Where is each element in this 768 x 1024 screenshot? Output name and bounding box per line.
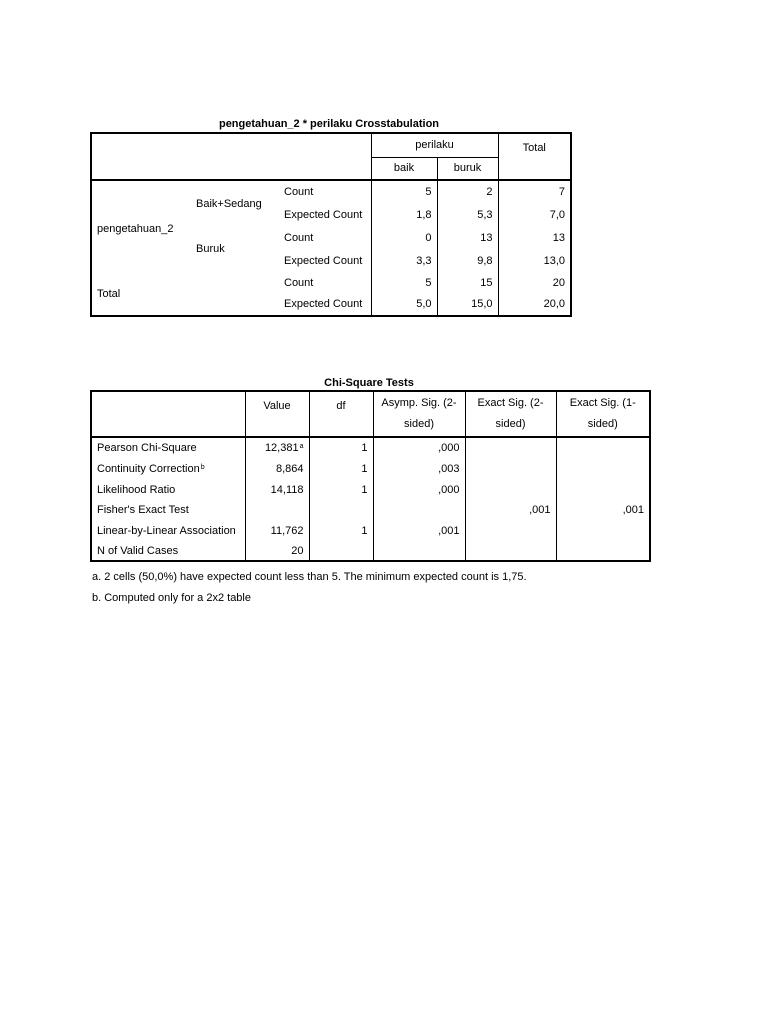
cell-value: 5 — [371, 272, 437, 293]
cell-value: 15,0 — [471, 298, 493, 310]
cell-value: 3,3 — [371, 249, 437, 272]
stat-label: Count — [279, 272, 371, 293]
test-value — [245, 437, 309, 458]
test-exact-sig-1 — [556, 541, 650, 561]
header-value: Value — [245, 391, 309, 437]
test-value: 20 — [245, 541, 309, 561]
test-exact-sig-1 — [556, 437, 650, 458]
crosstab-corner — [91, 133, 371, 180]
group-label-baik-sedang: Baik+Sedang — [196, 197, 262, 210]
row-var-label: pengetahuan_2 — [97, 222, 174, 235]
test-exact-sig-1: ,001 — [622, 504, 644, 516]
test-df: 1 — [309, 479, 373, 500]
cell-total: 13,0 — [498, 249, 571, 272]
test-value — [245, 500, 309, 520]
footnote-b: b. Computed only for a 2x2 table — [92, 592, 251, 604]
cell-total: 20 — [498, 272, 571, 293]
cell-value: 0 — [371, 226, 437, 249]
col-cat-buruk: buruk — [437, 157, 498, 180]
cell-value: 15 — [480, 276, 493, 289]
test-asymp-sig — [373, 500, 465, 520]
chisq-table — [90, 390, 651, 562]
header-df: df — [309, 391, 373, 437]
header-exact2-line2: sided) — [495, 418, 526, 430]
crosstab-table — [90, 132, 572, 317]
test-asymp-sig: ,001 — [373, 520, 465, 541]
cell-total: 20,0 — [498, 293, 571, 316]
test-label: Likelihood Ratio — [91, 479, 245, 500]
col-cat-baik: baik — [371, 157, 437, 180]
test-value: 8,864 — [245, 458, 309, 479]
stat-label: Expected Count — [279, 293, 371, 316]
test-df — [309, 541, 373, 561]
total-row-label: Total — [97, 287, 121, 300]
stat-label: Expected Count — [279, 203, 371, 226]
test-exact-sig-2 — [465, 541, 556, 561]
test-exact-sig-2 — [465, 520, 556, 541]
footnote-marker-b: b — [200, 463, 205, 471]
cell-value: 1,8 — [371, 203, 437, 226]
col-var-header: perilaku — [371, 133, 498, 157]
test-exact-sig-2 — [465, 458, 556, 479]
header-exact-sig-2 — [465, 391, 556, 437]
cell-value: 5,0 — [371, 293, 437, 316]
test-exact-sig-1 — [556, 458, 650, 479]
test-exact-sig-2 — [465, 437, 556, 458]
test-label: Linear-by-Linear Association — [91, 520, 245, 541]
test-df: 1 — [309, 520, 373, 541]
test-exact-sig-2 — [465, 479, 556, 500]
test-asymp-sig — [373, 541, 465, 561]
header-exact-sig-1 — [556, 391, 650, 437]
chisq-title: Chi-Square Tests — [324, 377, 414, 389]
cell-value: 9,8 — [477, 254, 493, 267]
group-label-buruk: Buruk — [196, 243, 225, 255]
footnote-marker-a: a — [299, 443, 304, 450]
test-label: Pearson Chi-Square — [91, 437, 245, 458]
test-label: Fisher's Exact Test — [91, 500, 245, 520]
test-df — [309, 500, 373, 520]
test-value: 14,118 — [245, 479, 309, 500]
test-asymp-sig: ,000 — [373, 479, 465, 500]
test-label — [91, 458, 245, 479]
cell-total: 7 — [498, 180, 571, 203]
header-exact2-line1: Exact Sig. (2- — [477, 397, 544, 409]
test-exact-sig-2: ,001 — [465, 500, 556, 520]
cell-value: 5 — [371, 180, 437, 203]
test-label-text: Continuity Correction — [97, 462, 200, 475]
crosstab-title: pengetahuan_2 * perilaku Crosstabulation — [218, 118, 440, 130]
test-value: 11,762 — [245, 520, 309, 541]
test-df: 1 — [309, 458, 373, 479]
test-asymp-sig: ,000 — [373, 437, 465, 458]
test-exact-sig-1 — [556, 520, 650, 541]
cell-value: 2 — [486, 186, 493, 198]
cell-total: 7,0 — [498, 203, 571, 226]
test-df: 1 — [309, 437, 373, 458]
cell-value: 13 — [480, 231, 493, 244]
stat-label: Expected Count — [279, 249, 371, 272]
test-value-text: 12,381 — [264, 442, 299, 454]
header-asymp-line2: sided) — [404, 418, 434, 430]
test-exact-sig-1 — [556, 479, 650, 500]
test-label: N of Valid Cases — [91, 541, 245, 561]
header-exact1-line1: Exact Sig. (1- — [569, 397, 636, 409]
header-exact1-line2: sided) — [587, 418, 618, 430]
footnote-a: a. 2 cells (50,0%) have expected count less than 5. The minimum expected count is 1,75. — [92, 571, 527, 583]
header-asymp-sig — [373, 391, 465, 437]
chisq-corner — [91, 391, 245, 437]
cell-total: 13 — [498, 226, 571, 249]
cell-value: 5,3 — [477, 208, 493, 221]
test-asymp-sig: ,003 — [373, 458, 465, 479]
total-col-header: Total — [498, 133, 571, 180]
stat-label: Count — [279, 226, 371, 249]
header-asymp-line1: Asymp. Sig. (2- — [381, 397, 457, 409]
stat-label: Count — [279, 180, 371, 203]
